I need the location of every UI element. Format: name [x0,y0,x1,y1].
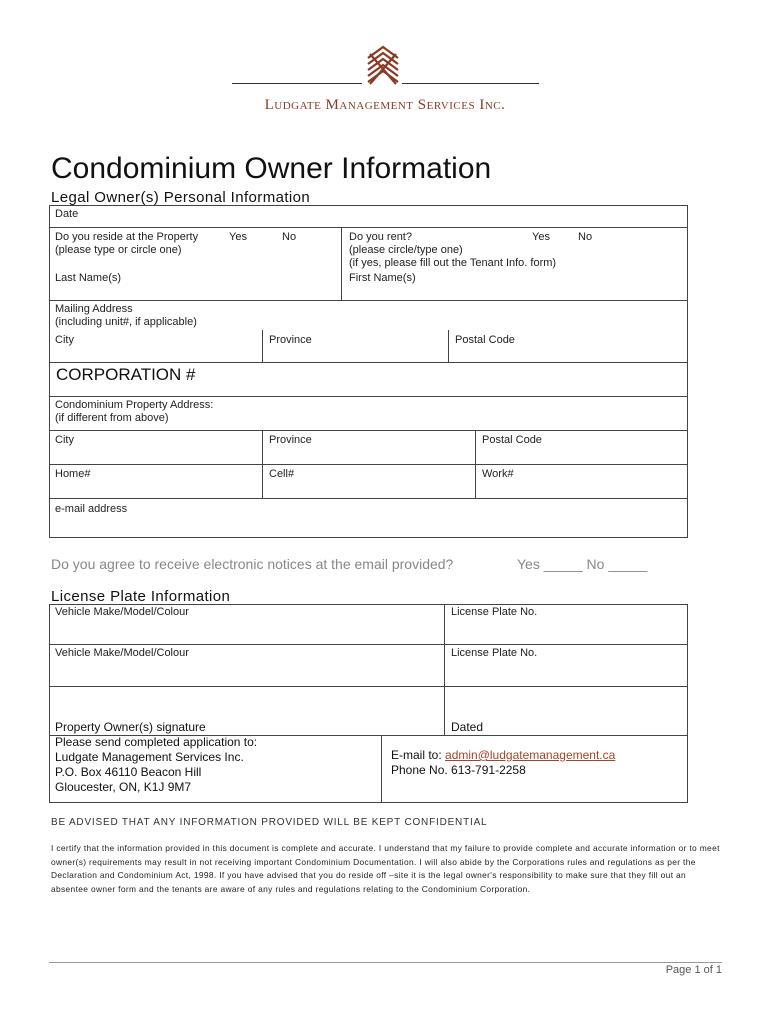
electronic-notice-options[interactable]: Yes _____ No _____ [517,556,648,572]
electronic-notice-question: Do you agree to receive electronic notices at the email provided? [51,556,454,572]
form-divider [49,464,688,465]
plate-1-field[interactable]: License Plate No. [451,606,538,618]
rent-yes-option[interactable]: Yes [532,231,550,243]
rent-no-option[interactable]: No [578,231,593,243]
work-phone-field[interactable]: Work# [482,468,514,480]
mailing-address-block: Ludgate Management Services Inc. P.O. Box 46110 Beacon Hill Gloucester, ON, K1J 9M7 [55,750,244,794]
form-divider [49,498,688,499]
property-city-field[interactable]: City [55,434,74,446]
mailing-address-field[interactable]: Mailing Address (including unit#, if applicable) [55,303,197,328]
certification-text: I certify that the information provided in this document is complete and accurate. I understand that my failure to provide complete and accurate information or to meet owner(s) requirements may result in not receiving important Condominium Documentation. I will also abide by the Corporations rules and regulations as per the Declaration and Condominium Act, 1998. If you have advised that you do reside off –site it is the legal owner's responsibility to make sure that they fill out an absentee owner form and the tenants are aware of any rules and regulations relating to the Condominium Corporation. [51,843,720,894]
form-divider-v [444,604,445,735]
form-divider [49,396,688,397]
email-label: E-mail to: [391,748,446,762]
dated-field[interactable]: Dated [451,720,484,734]
logo-line-left [232,83,362,84]
form-divider [49,227,688,228]
footer-divider [49,962,722,963]
license-plate-heading: License Plate Information [51,588,231,605]
page-number: Page 1 of 1 [665,964,722,976]
postal-code-field[interactable]: Postal Code [455,334,515,346]
date-field[interactable]: Date [55,208,79,220]
corporation-number-field[interactable]: CORPORATION # [56,365,196,384]
signature-field[interactable]: Property Owner(s) signature [55,720,206,734]
form-divider-v [341,227,342,300]
province-field[interactable]: Province [269,334,312,346]
last-name-field[interactable]: Last Name(s) [55,272,122,284]
contact-phone: Phone No. 613-791-2258 [391,763,526,777]
form-divider [49,430,688,431]
form-divider-v [262,430,263,498]
send-to-intro: Please send completed application to: [55,735,258,749]
property-address-field[interactable]: Condominium Property Address: (if different from above) [55,399,214,424]
company-name: Ludgate Management Services Inc. [264,97,506,113]
home-phone-field[interactable]: Home# [55,468,91,480]
reside-yes-option[interactable]: Yes [229,231,247,243]
rent-question: Do you rent? (please circle/type one) (if yes, please fill out the Tenant Info. form) [349,231,557,269]
form-divider-v [448,330,449,362]
form-divider [49,644,688,645]
city-field[interactable]: City [55,334,74,346]
stacked-chevrons-logo-icon [360,44,406,90]
form-divider [49,686,688,687]
email-address-field[interactable]: e-mail address [55,503,128,515]
vehicle-2-field[interactable]: Vehicle Make/Model/Colour [55,647,189,659]
page-title: Condominium Owner Information [51,152,492,185]
vehicle-1-field[interactable]: Vehicle Make/Model/Colour [55,606,189,618]
first-name-field[interactable]: First Name(s) [349,272,416,284]
form-divider-v [475,430,476,498]
property-postal-code-field[interactable]: Postal Code [482,434,542,446]
plate-2-field[interactable]: License Plate No. [451,647,538,659]
form-divider [49,362,688,363]
contact-email [391,748,615,763]
email-link[interactable]: admin@ludgatemanagement.ca [445,748,616,762]
cell-phone-field[interactable]: Cell# [269,468,295,480]
reside-question: Do you reside at the Property (please type or circle one) [55,231,199,256]
form-divider-v [381,735,382,803]
reside-no-option[interactable]: No [282,231,297,243]
personal-info-heading: Legal Owner(s) Personal Information [51,189,311,206]
property-province-field[interactable]: Province [269,434,312,446]
confidential-notice: BE ADVISED THAT ANY INFORMATION PROVIDED WILL BE KEPT CONFIDENTIAL [51,817,488,828]
form-divider-v [262,330,263,362]
logo-line-right [402,83,539,84]
form-divider [49,300,688,301]
